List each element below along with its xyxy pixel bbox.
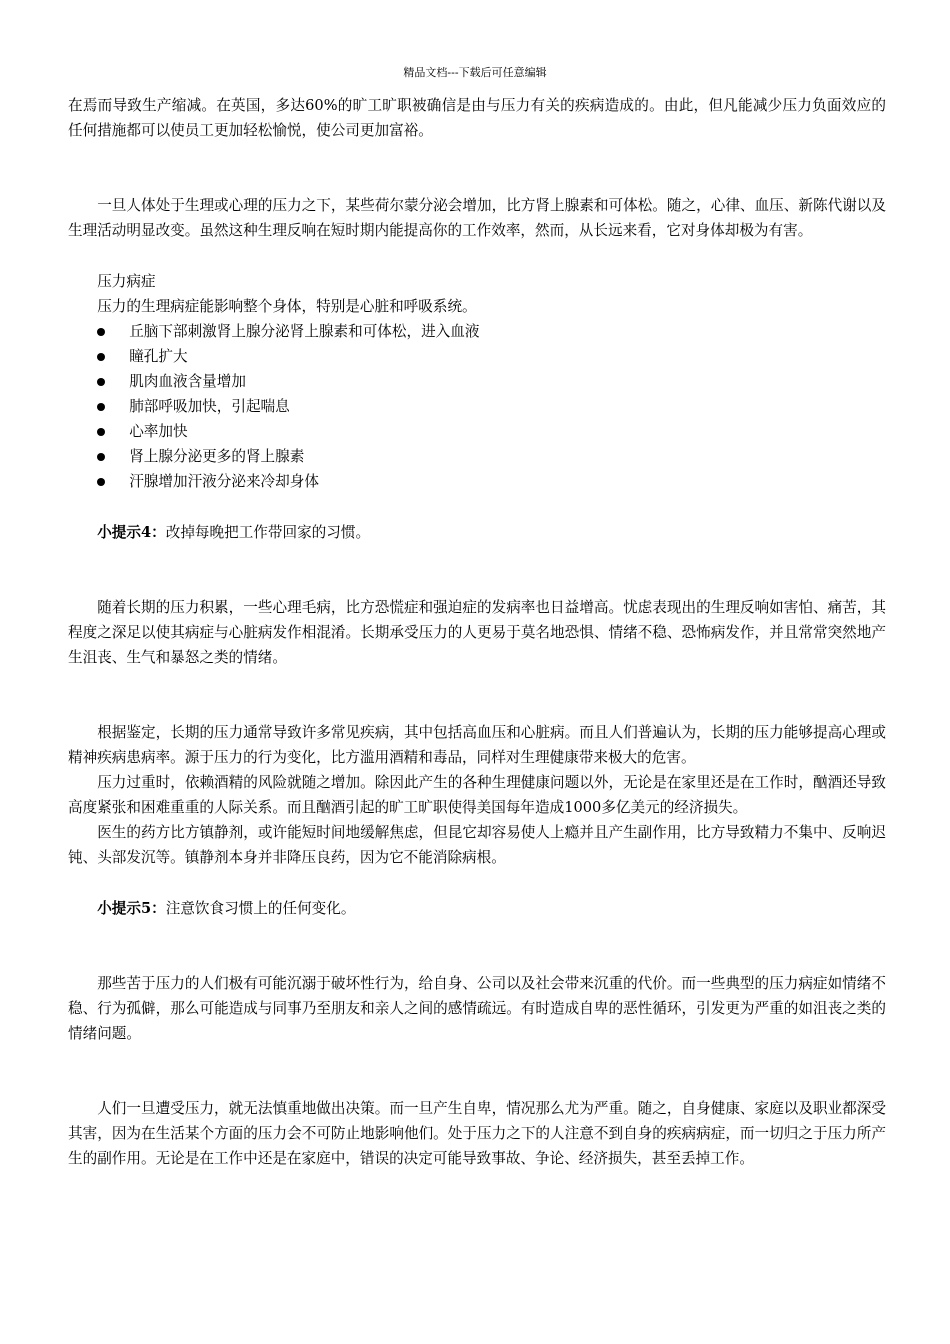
- list-item: [68, 394, 886, 419]
- paragraph-gap: [68, 670, 886, 720]
- paragraph-gap: [68, 545, 886, 595]
- paragraph-decisions: 人们一旦遭受压力，就无法慎重地做出决策。而一旦产生自卑，情况那么尤为严重。随之，自身健康、家庭以及职业都深受其害，因为在生活某个方面的压力会不可防止地影响他们。处于压力之下的人注意不到自身的疾病病症，而一切归之于压力所产生的副作用。无论是在工作中还是在家庭中，错误的决定可能导致事故、争论、经济损失，甚至丢掉工作。: [68, 1100, 886, 1167]
- bullet-icon: [97, 353, 105, 361]
- bullet-icon: [97, 428, 105, 436]
- symptom-list: [68, 319, 886, 494]
- paragraph-continued: 在焉而导致生产缩减。在英国，多达60%的旷工旷职被确信是由与压力有关的疾病造成的。由此，但凡能减少压力负面效应的任何措施都可以使员工更加轻松愉悦，使公司更加富裕。: [68, 97, 886, 139]
- document-body: [68, 93, 886, 1171]
- list-item-text: 肾上腺分泌更多的肾上腺素: [129, 448, 305, 465]
- list-item: [68, 469, 886, 494]
- paragraph-psychological: 随着长期的压力积累，一些心理毛病，比方恐慌症和强迫症的发病率也日益增高。忧虑表现出的生理反响如害怕、痛苦，其程度之深足以使其病症与心脏病发作相混淆。长期承受压力的人更易于莫名地恐惧、情绪不稳、恐怖病发作，并且常常突然地产生沮丧、生气和暴怒之类的情绪。: [68, 599, 886, 666]
- paragraph-gap: [68, 1046, 886, 1096]
- tip-5-text: 注意饮食习惯上的任何变化。: [165, 900, 356, 917]
- paragraph-hormones: 一旦人体处于生理或心理的压力之下，某些荷尔蒙分泌会增加，比方肾上腺素和可体松。随之，心律、血压、新陈代谢以及生理活动明显改变。虽然这种生理反响在短时期内能提高你的工作效率，然而，从长远来看，它对身体却极为有害。: [68, 197, 886, 239]
- bullet-icon: [97, 328, 105, 336]
- bullet-icon: [97, 403, 105, 411]
- bullet-icon: [97, 453, 105, 461]
- list-item-text: 肺部呼吸加快，引起喘息: [129, 398, 290, 415]
- tip-4-label: 小提示4：: [97, 524, 166, 541]
- tip-5-label: 小提示5：: [97, 900, 166, 917]
- list-item-text: 心率加快: [129, 423, 188, 440]
- list-item-text: 丘脑下部刺激肾上腺分泌肾上腺素和可体松，进入血液: [129, 323, 480, 340]
- tip-4: [68, 520, 886, 545]
- paragraph-gap: [68, 870, 886, 896]
- page-header: 精品文档---下载后可任意编辑: [403, 66, 547, 79]
- section-title: 压力病症: [97, 273, 156, 290]
- bullet-icon: [97, 478, 105, 486]
- paragraph-gap: [68, 143, 886, 193]
- list-item: [68, 369, 886, 394]
- tip-4-text: 改掉每晚把工作带回家的习惯。: [165, 524, 371, 541]
- paragraph-behavior: 那些苦于压力的人们极有可能沉溺于破坏性行为，给自身、公司以及社会带来沉重的代价。而一些典型的压力病症如情绪不稳、行为孤僻，那么可能造成与同事乃至朋友和亲人之间的感情疏远。有时造成自卑的恶性循环，引发更为严重的如沮丧之类的情绪问题。: [68, 975, 886, 1042]
- tip-5: [68, 896, 886, 921]
- list-item: [68, 419, 886, 444]
- paragraph-diseases: 根据鉴定，长期的压力通常导致许多常见疾病，其中包括高血压和心脏病。而且人们普遍认为，长期的压力能够提高心理或精神疾病患病率。源于压力的行为变化，比方滥用酒精和毒品，同样对生理健康带来极大的危害。: [68, 724, 886, 766]
- list-item-text: 汗腺增加汗液分泌来冷却身体: [129, 473, 319, 490]
- section-intro: 压力的生理病症能影响整个身体，特别是心脏和呼吸系统。: [97, 298, 477, 315]
- list-item: [68, 444, 886, 469]
- paragraph-gap: [68, 921, 886, 971]
- bullet-icon: [97, 378, 105, 386]
- paragraph-sedatives: 医生的药方比方镇静剂，或许能短时间地缓解焦虑，但昆它却容易使人上瘾并且产生副作用，比方导致精力不集中、反响迟钝、头部发沉等。镇静剂本身并非降压良药，因为它不能消除病根。: [68, 824, 886, 866]
- paragraph-gap: [68, 494, 886, 520]
- paragraph-alcohol: 压力过重时，依赖酒精的风险就随之增加。除因此产生的各种生理健康问题以外，无论是在家里还是在工作时，酗酒还导致高度紧张和困难重重的人际关系。而且酗酒引起的旷工旷职使得美国每年造成1000多亿美元的经济损失。: [68, 774, 886, 816]
- list-item: [68, 319, 886, 344]
- list-item: [68, 344, 886, 369]
- paragraph-gap: [68, 243, 886, 269]
- list-item-text: 瞳孔扩大: [129, 348, 188, 365]
- list-item-text: 肌肉血液含量增加: [129, 373, 246, 390]
